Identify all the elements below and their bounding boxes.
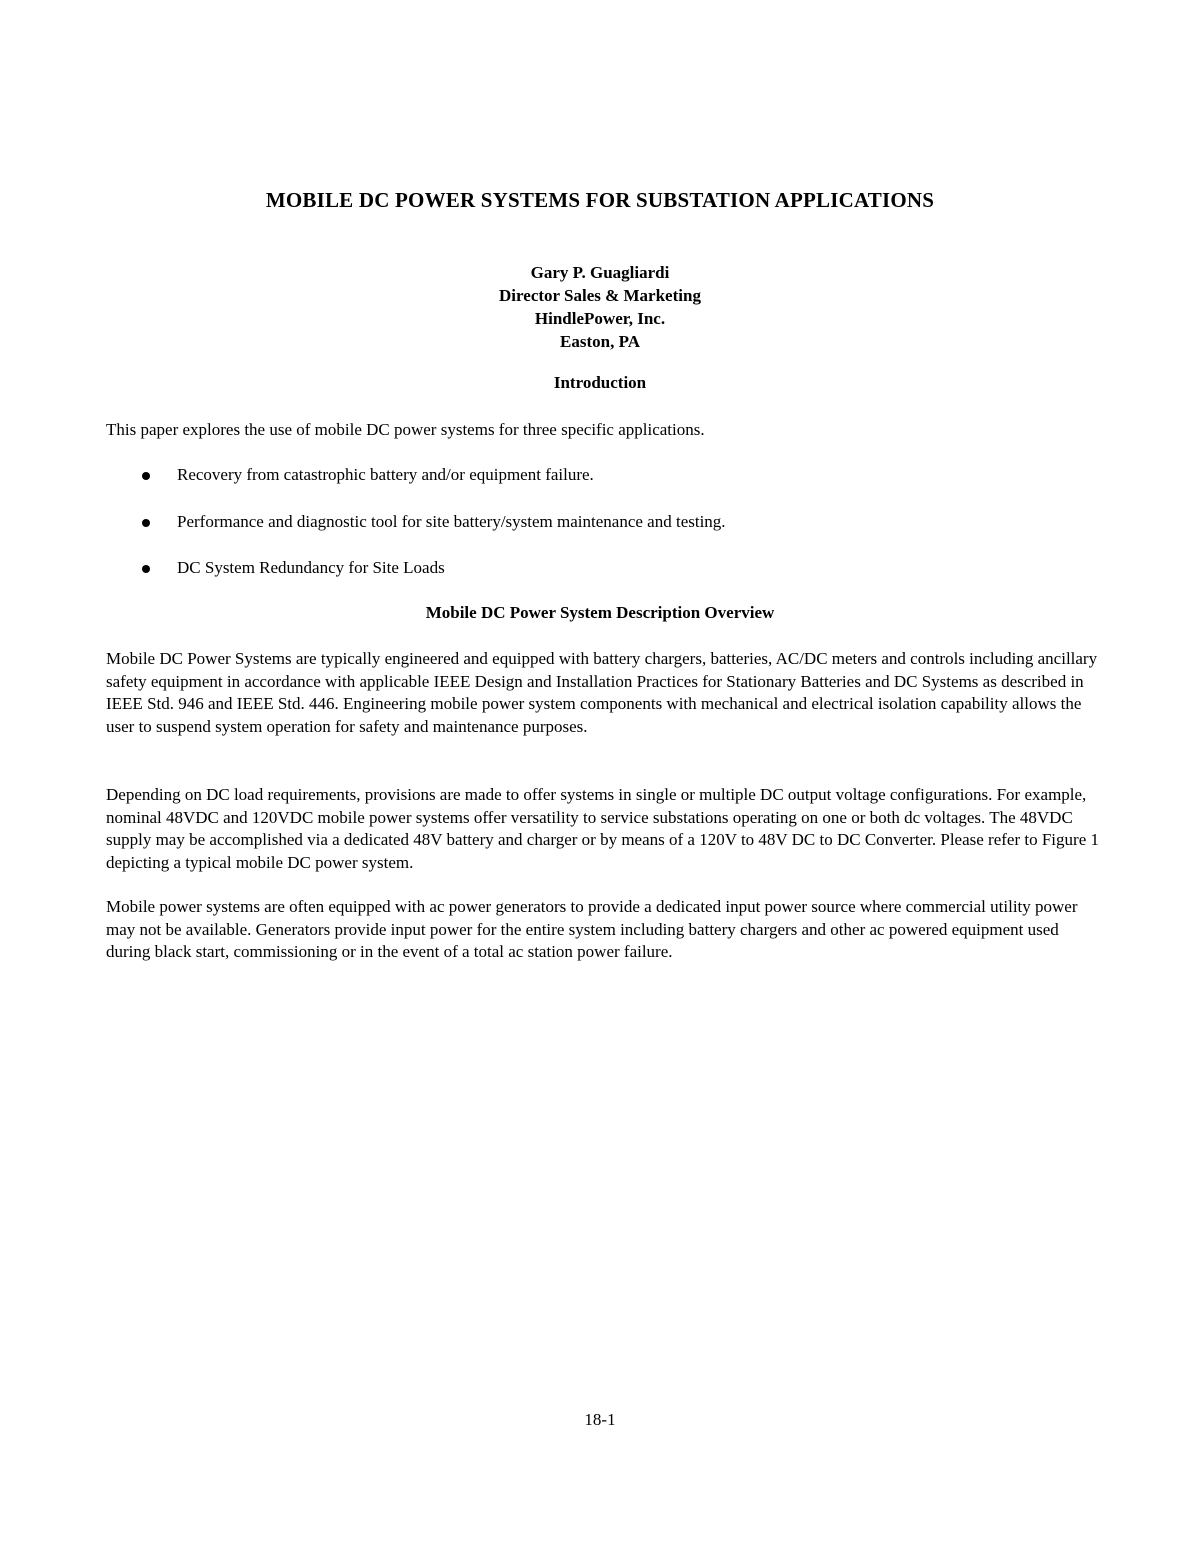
introduction-lead: This paper explores the use of mobile DC power systems for three specific applications. [106, 420, 705, 439]
author-company: HindlePower, Inc. [534, 309, 666, 328]
page-number: 18-1 [584, 1410, 616, 1429]
bullet-item [106, 558, 1106, 581]
overview-paragraph-1: Mobile DC Power Systems are typically engineered and equipped with battery chargers, batteries, AC/DC meters and controls including ancillary safety equipment in accordance with applicable IEEE Design and Installation Practices for Stationary Batteries and DC Systems as described in IEEE Std. 946 and IEEE Std. 446. Engineering mobile power system components with mechanical and electrical isolation capability allows the user to suspend system operation for safety and maintenance purposes. [106, 649, 1098, 737]
bullet-icon [142, 519, 150, 527]
author-block [0, 261, 1200, 353]
bullet-icon [142, 472, 150, 480]
author-name: Gary P. Guagliardi [530, 263, 670, 282]
overview-paragraph-2: Depending on DC load requirements, provisions are made to offer systems in single or multiple DC output voltage configurations. For example, nominal 48VDC and 120VDC mobile power systems offer versatility to service substations operating on one or both dc voltages. The 48VDC supply may be accomplished via a dedicated 48V battery and charger or by means of a 120V to 48V DC to DC Converter. Please refer to Figure 1 depicting a typical mobile DC power system. [106, 785, 1099, 873]
bullet-text: DC System Redundancy for Site Loads [177, 558, 445, 577]
bullet-item [106, 465, 1106, 488]
overview-paragraph-3: Mobile power systems are often equipped with ac power generators to provide a dedicated input power source where commercial utility power may not be available. Generators provide input power for the entire system including battery chargers and other ac powered equipment used during black start, commissioning or in the event of a total ac station power failure. [106, 897, 1078, 962]
bullet-icon [142, 565, 150, 573]
author-location: Easton, PA [560, 332, 640, 351]
paper-title: MOBILE DC POWER SYSTEMS FOR SUBSTATION APPLICATIONS [265, 188, 935, 212]
introduction-heading: Introduction [553, 373, 647, 392]
author-position: Director Sales & Marketing [499, 286, 701, 305]
bullet-text: Performance and diagnostic tool for site battery/system maintenance and testing. [177, 512, 726, 531]
overview-heading: Mobile DC Power System Description Overview [425, 603, 775, 622]
bullet-item [106, 512, 1106, 535]
bullet-text: Recovery from catastrophic battery and/or equipment failure. [177, 465, 594, 484]
